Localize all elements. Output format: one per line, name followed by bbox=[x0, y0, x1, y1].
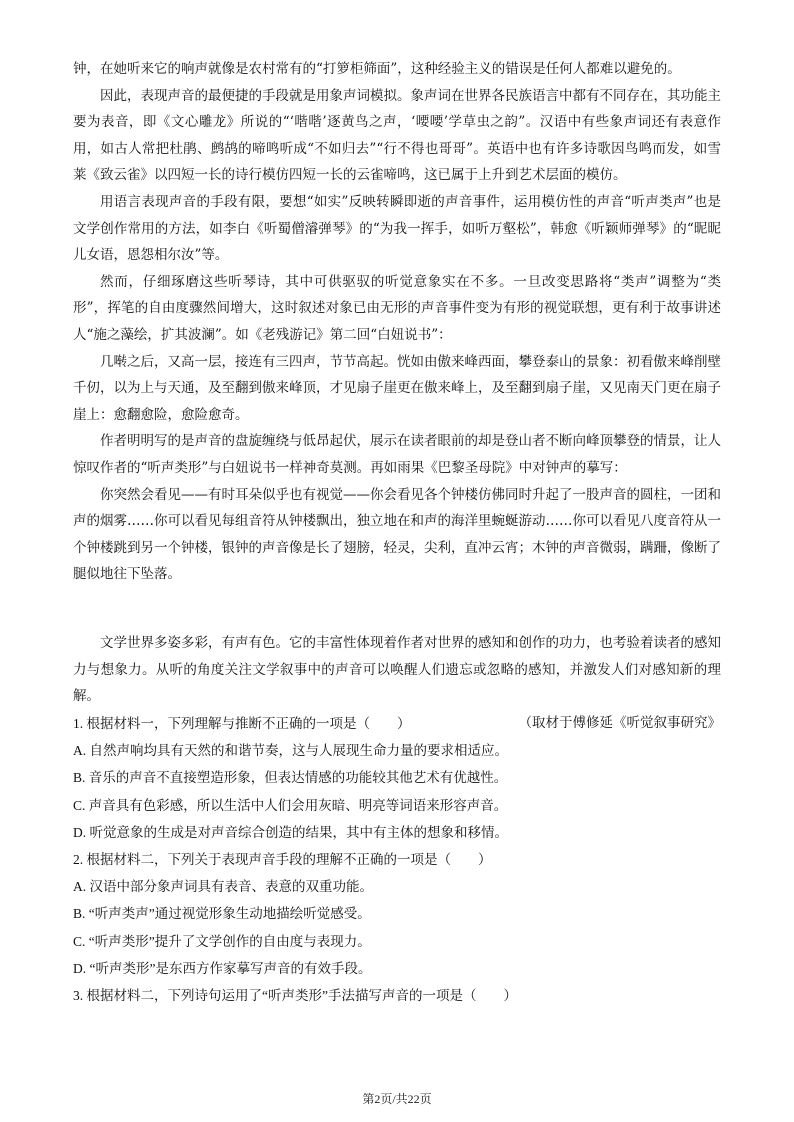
passage-paragraph-2: 因此，表现声音的最便捷的手段就是用象声词模拟。象声词在世界各民族语言中都有不同存在，其功能主要为表音，即《文心雕龙》所说的“‘喈喈’逐黄鸟之声，‘喓喓’学草虫之韵”。汉语中有些象声词还有表意作用，如古人常把杜鹃、鹧鸪的啼鸣听成“不如归去”“行不得也哥哥”。英语中也有许多诗歌因鸟鸣而发，如雪莱《致云雀》以四短一长的诗行模仿四短一长的云雀啼鸣，这已属于上升到艺术层面的模仿。 bbox=[73, 87, 721, 184]
passage-quote-hugo: 你突然会看见——有时耳朵似乎也有视觉——你会看见各个钟楼仿佛同时升起了一股声音的圆柱，一团和声的烟雾……你可以看见每组音符从钟楼飘出，独立地在和声的海洋里蜿蜒游动……你可以看见八度音符从一个钟楼跳到另一个钟楼，银钟的声音像是长了翅膀，轻灵，尖利，直冲云宵；木钟的声音微弱，蹒跚，像断了腿似地往下坠落。 bbox=[73, 486, 721, 583]
question-2-stem: 2. 根据材料二，下列关于表现声音手段的理解不正确的一项是（ ） bbox=[73, 852, 492, 868]
passage-paragraph-3: 用语言表现声音的手段有限，要想“如实”反映转瞬即逝的声音事件，运用模仿性的声音“听声类声”也是文学创作常用的方法，如李白《听蜀僧濬弹琴》的“为我一挥手，如听万壑松”，韩愈《听颖师弹琴》的“昵昵儿女语，恩怨相尔汝”等。 bbox=[73, 193, 721, 264]
passage-body bbox=[73, 56, 721, 588]
question-2-option-d[interactable]: D. “听声类形”是东西方作家摹写声音的有效手段。 bbox=[73, 960, 372, 976]
question-1-option-c[interactable]: C. 声音具有色彩感，所以生活中人们会用灰暗、明亮等词语来形容声音。 bbox=[73, 797, 508, 813]
source-citation: （取材于傅修延《听觉叙事研究》 bbox=[518, 714, 721, 731]
passage-paragraph-6: 作者明明写的是声音的盘旋缠绕与低昂起伏，展示在读者眼前的却是登山者不断向峰顶攀登的情景，让人惊叹作者的“听声类形”与白妞说书一样神奇莫测。再如雨果《巴黎圣母院》中对钟声的摹写： bbox=[73, 433, 721, 476]
question-1-option-d[interactable]: D. 听觉意象的生成是对声音综合创造的结果，其中有主体的想象和移情。 bbox=[73, 824, 508, 840]
question-1-option-b[interactable]: B. 音乐的声音不直接塑造形象，但表达情感的功能较其他艺术有优越性。 bbox=[73, 770, 508, 786]
passage-quote-laocan: 几啭之后，又高一层，接连有三四声，节节高起。恍如由傲来峰西面，攀登泰山的景象：初看傲来峰削壁千仞，以为上与天通，及至翻到傲来峰顶，才见扇子崖更在傲来峰上，及至翻到扇子崖，又见南天门更在扇子崖上：愈翻愈险，愈险愈奇。 bbox=[73, 353, 721, 423]
passage-paragraph-1: 钟，在她听来它的响声就像是农村常有的“打箩柜筛面”，这种经验主义的错误是任何人都难以避免的。 bbox=[73, 61, 681, 77]
question-list bbox=[73, 710, 721, 1009]
question-2-option-a[interactable]: A. 汉语中部分象声词具有表音、表意的双重功能。 bbox=[73, 879, 373, 895]
page-number-footer: 第2页/共22页 bbox=[362, 1092, 432, 1106]
question-2-option-b[interactable]: B. “听声类声”通过视觉形象生动地描绘听觉感受。 bbox=[73, 906, 371, 922]
question-3-stem: 3. 根据材料二，下列诗句运用了“听声类形”手法描写声音的一项是（ ） bbox=[73, 988, 517, 1004]
question-1-option-a[interactable]: A. 自然声响均具有天然的和谐节奏，这与人展现生命力量的要求相适应。 bbox=[73, 743, 508, 759]
conclusion-paragraph: 文学世界多姿多彩，有声有色。它的丰富性体现着作者对世界的感知和创作的功力，也考验着读者的感知力与想象力。从听的角度关注文学叙事中的声音可以唤醒人们遗忘或忽略的感知，并激发人们对感知新的理解。 bbox=[73, 635, 721, 705]
question-1-stem: 1. 根据材料一，下列理解与推断不正确的一项是（ ） bbox=[73, 716, 411, 731]
passage-paragraph-4: 然而，仔细琢磨这些听琴诗，其中可供驱驭的听觉意象实在不多。一旦改变思路将“类声”调整为“类形”，挥笔的自由度骤然间增大，这时叙述对象已由无形的声音事件变为有形的视觉联想，更有利于故事讲述人“施之藻绘，扩其波澜”。如《老残游记》第二回“白妞说书”： bbox=[73, 273, 721, 343]
question-2-option-c[interactable]: C. “听声类形”提升了文学创作的自由度与表现力。 bbox=[73, 933, 371, 949]
